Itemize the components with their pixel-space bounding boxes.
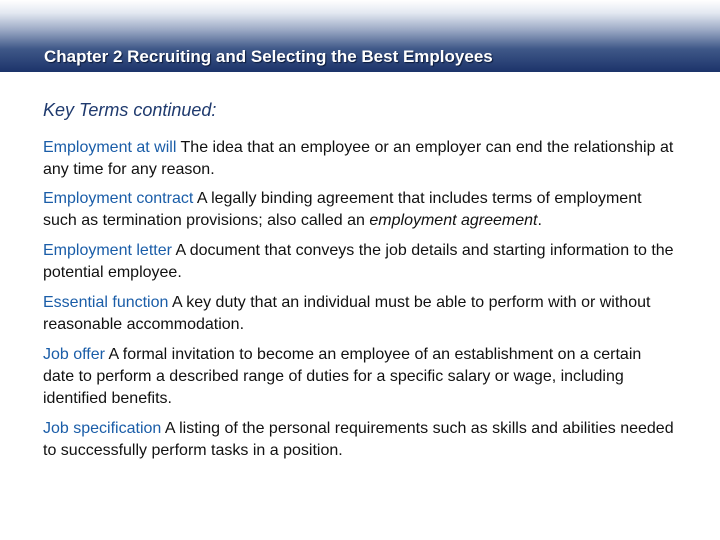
term-name: Employment letter	[43, 242, 172, 259]
term-name: Employment at will	[43, 139, 177, 156]
term-employment-contract	[43, 188, 675, 232]
term-job-offer	[43, 344, 675, 410]
key-terms-list	[43, 137, 675, 470]
term-definition-suffix: .	[537, 212, 542, 229]
term-employment-at-will	[43, 137, 675, 181]
term-name: Employment contract	[43, 190, 194, 207]
term-definition: A legally binding agreement that includes terms of employment such as termination provisions; also called an	[43, 190, 642, 229]
term-name: Essential function	[43, 294, 169, 311]
term-essential-function	[43, 292, 675, 336]
term-definition: A document that conveys the job details and starting information to the potential employee.	[43, 242, 674, 281]
term-definition: The idea that an employee or an employer can end the relationship at any time for any reason.	[43, 139, 674, 178]
chapter-title: Chapter 2 Recruiting and Selecting the Best Employees	[44, 47, 493, 66]
term-employment-letter	[43, 240, 675, 284]
term-definition: A listing of the personal requirements such as skills and abilities needed to successfully perform tasks in a position.	[43, 420, 674, 459]
term-name: Job specification	[43, 420, 162, 437]
term-definition: A key duty that an individual must be able to perform with or without reasonable accommodation.	[43, 294, 651, 333]
section-subtitle: Key Terms continued:	[43, 100, 217, 120]
term-definition-italic: employment agreement	[369, 212, 538, 229]
term-definition: A formal invitation to become an employee of an establishment on a certain date to perform a described range of duties for a specific salary or wage, including identified benefits.	[43, 346, 642, 407]
term-name: Job offer	[43, 346, 105, 363]
term-job-specification	[43, 418, 675, 462]
